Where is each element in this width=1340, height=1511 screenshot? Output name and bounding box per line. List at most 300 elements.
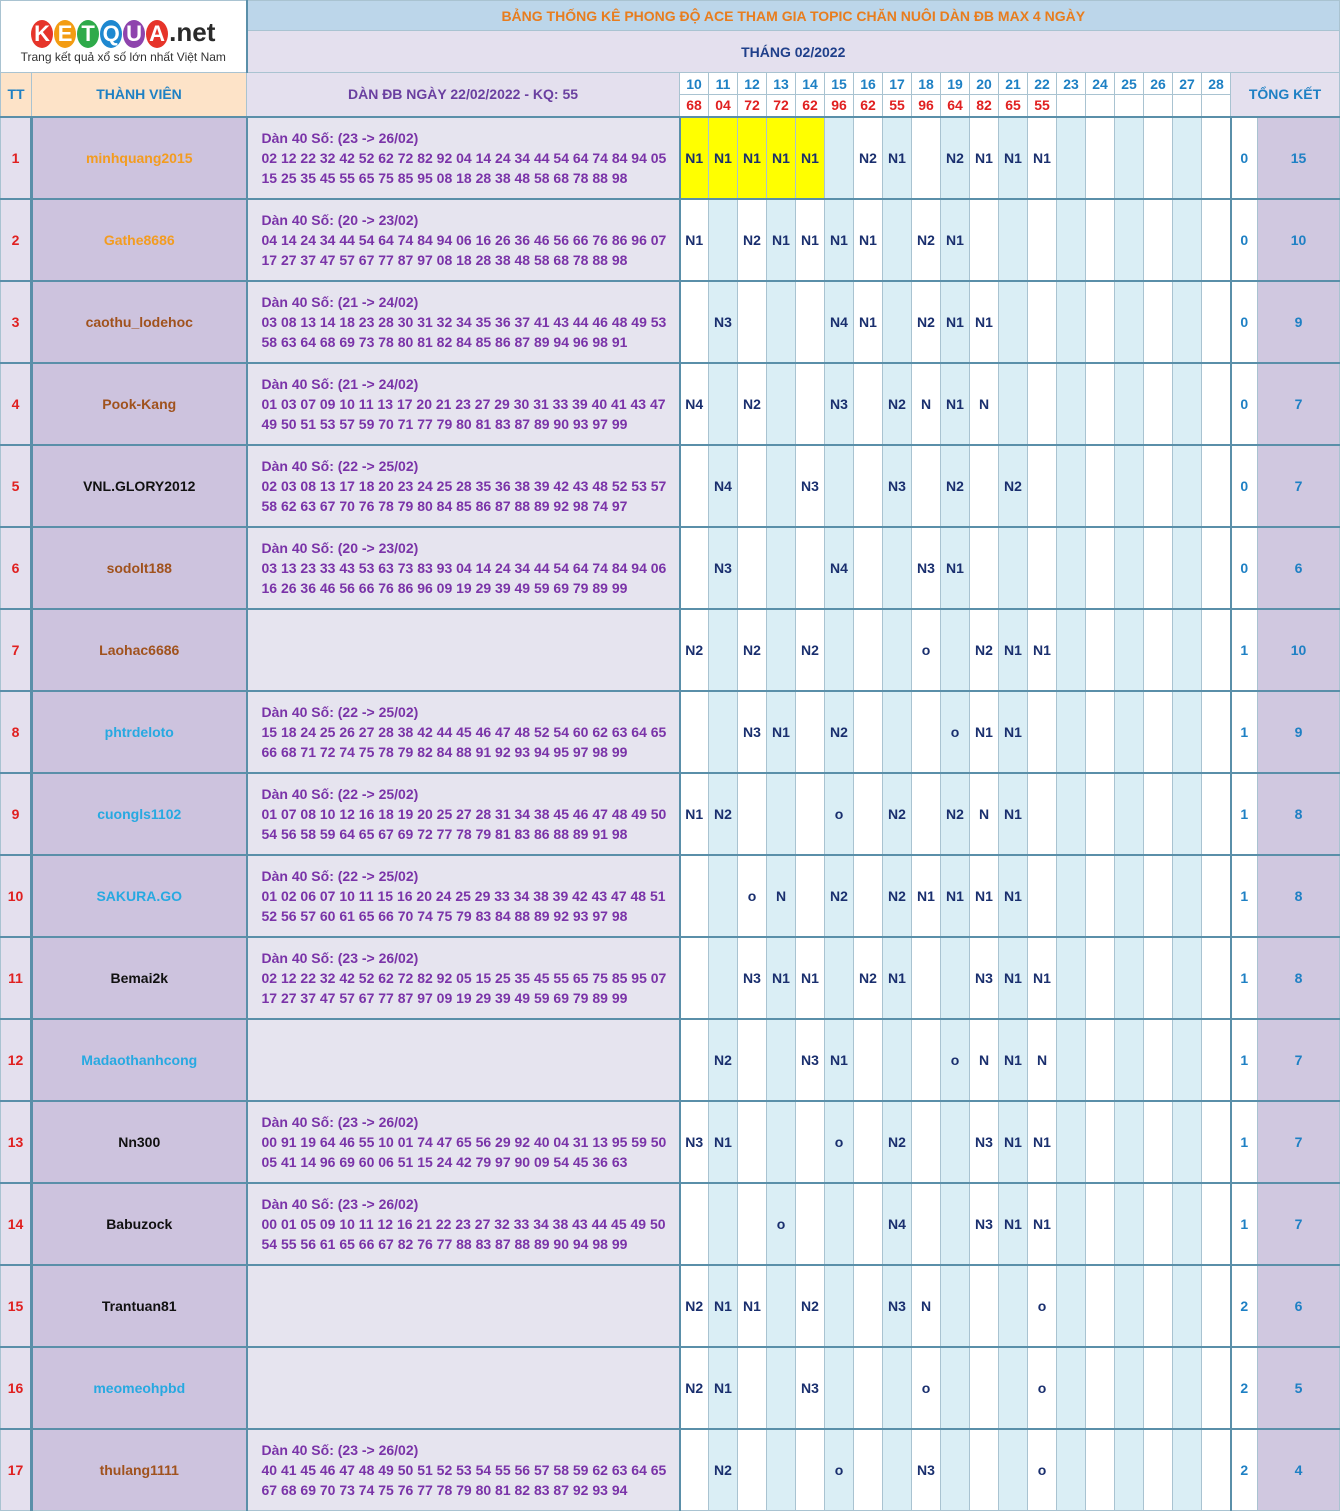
day-cell: [970, 527, 999, 609]
day-cell: [912, 937, 941, 1019]
day-cell: o: [825, 773, 854, 855]
day-cell: [1144, 527, 1173, 609]
day-cell: [738, 445, 767, 527]
member-total: 4: [1258, 1429, 1340, 1511]
dan-dan-line2: 52 56 57 60 61 65 66 70 74 75 79 83 84 88 89 92 93 97 98: [261, 907, 628, 924]
member-index: 15: [1, 1265, 32, 1347]
day-cell: [1086, 773, 1115, 855]
day-cell: N1: [767, 199, 796, 281]
day-cell: [825, 609, 854, 691]
day-cell: [1028, 527, 1057, 609]
day-cell: [738, 1019, 767, 1101]
day-cell: [912, 1019, 941, 1101]
logo-suffix: .net: [169, 16, 216, 47]
day-cell: N1: [970, 691, 999, 773]
member-row: [1, 1183, 1340, 1265]
member-name: Babuzock: [32, 1183, 247, 1265]
day-cell: [970, 445, 999, 527]
day-cell: N1: [854, 281, 883, 363]
day-cell: [796, 527, 825, 609]
member-name: cuongls1102: [32, 773, 247, 855]
member-won-count: 1: [1231, 1019, 1258, 1101]
day-26-header: 26: [1144, 73, 1173, 95]
day-cell: [1173, 281, 1202, 363]
member-name: meomeohpbd: [32, 1347, 247, 1429]
dan-dan-title: Dàn 40 Số: (22 -> 25/02): [261, 703, 419, 720]
day-cell: [709, 855, 738, 937]
dan-dan-line2: 54 56 58 59 64 65 67 69 72 77 78 79 81 83 86 88 89 91 98: [261, 825, 628, 842]
day-cell: N3: [970, 1101, 999, 1183]
day-cell: N3: [796, 1347, 825, 1429]
day-cell: N4: [883, 1183, 912, 1265]
day-22-header: 22: [1028, 73, 1057, 95]
member-row: [1, 773, 1340, 855]
col-header-member: THÀNH VIÊN: [32, 73, 247, 117]
day-cell: [970, 1347, 999, 1429]
member-won-count: 0: [1231, 445, 1258, 527]
day-cell: [1115, 199, 1144, 281]
member-row: [1, 363, 1340, 445]
member-won-count: 2: [1231, 1347, 1258, 1429]
day-cell: [767, 1265, 796, 1347]
member-won-count: 2: [1231, 1265, 1258, 1347]
member-row: [1, 117, 1340, 199]
member-dan: [247, 1019, 680, 1101]
day-cell: N3: [912, 1429, 941, 1511]
day-cell: [1028, 363, 1057, 445]
member-total: 10: [1258, 199, 1340, 281]
day-cell: N2: [883, 1101, 912, 1183]
member-index: 5: [1, 445, 32, 527]
day-cell: N2: [825, 691, 854, 773]
day-cell: [1202, 1265, 1231, 1347]
member-index: 13: [1, 1101, 32, 1183]
day-cell: [1028, 691, 1057, 773]
member-dan: [247, 281, 680, 363]
day-cell: [1028, 199, 1057, 281]
member-name: Nn300: [32, 1101, 247, 1183]
member-dan: [247, 1347, 680, 1429]
day-14-header: 14: [796, 73, 825, 95]
day-cell: N2: [680, 609, 709, 691]
dan-dan-line1: 01 03 07 09 10 11 13 17 20 21 23 27 29 30 31 33 39 40 41 43 47: [261, 395, 666, 412]
day-cell: N2: [883, 363, 912, 445]
day-cell: N2: [970, 609, 999, 691]
member-dan: [247, 1429, 680, 1511]
col-header-total: TỔNG KẾT: [1231, 73, 1340, 117]
day-cell: N1: [999, 1183, 1028, 1265]
day-cell: [1202, 773, 1231, 855]
day-cell: [912, 1183, 941, 1265]
day-cell: [1173, 1019, 1202, 1101]
dan-dan-line2: 05 41 14 96 69 60 06 51 15 24 42 79 97 90 09 54 45 36 63: [261, 1153, 628, 1170]
day-cell: N1: [970, 117, 999, 199]
day-cell: N1: [883, 937, 912, 1019]
day-cell: [1028, 855, 1057, 937]
member-index: 11: [1, 937, 32, 1019]
member-name: minhquang2015: [32, 117, 247, 199]
day-cell: [1144, 445, 1173, 527]
day-cell: [1057, 691, 1086, 773]
member-won-count: 1: [1231, 609, 1258, 691]
member-name: Trantuan81: [32, 1265, 247, 1347]
member-row: [1, 1101, 1340, 1183]
dan-dan-line2: 67 68 69 70 73 74 75 76 77 78 79 80 81 82 83 87 92 93 94: [261, 1481, 628, 1498]
member-dan: [247, 937, 680, 1019]
day-cell: [1057, 1101, 1086, 1183]
day-cell: N2: [796, 609, 825, 691]
day-cell: [796, 1429, 825, 1511]
member-total: 8: [1258, 937, 1340, 1019]
day-cell: N4: [680, 363, 709, 445]
day-cell: [767, 527, 796, 609]
day-cell: [767, 1347, 796, 1429]
day-cell: [796, 281, 825, 363]
day-cell: [883, 1429, 912, 1511]
day-cell: [883, 199, 912, 281]
day-cell: N3: [883, 445, 912, 527]
dan-dan-line2: 58 62 63 67 70 76 78 79 80 84 85 86 87 88 89 92 98 74 97: [261, 497, 628, 514]
member-total: 10: [1258, 609, 1340, 691]
day-cell: N1: [970, 281, 999, 363]
day-cell: [1144, 199, 1173, 281]
day-cell: N3: [970, 1183, 999, 1265]
day-cell: N1: [883, 117, 912, 199]
day-cell: [1144, 1019, 1173, 1101]
day-cell: [1115, 281, 1144, 363]
day-result: 04: [709, 95, 738, 117]
member-index: 2: [1, 199, 32, 281]
day-cell: N2: [796, 1265, 825, 1347]
day-cell: N3: [825, 363, 854, 445]
day-cell: N: [970, 363, 999, 445]
day-cell: [738, 1183, 767, 1265]
day-cell: [1057, 1183, 1086, 1265]
day-cell: [1057, 937, 1086, 1019]
member-name: VNL.GLORY2012: [32, 445, 247, 527]
day-cell: [1086, 609, 1115, 691]
member-total: 6: [1258, 1265, 1340, 1347]
day-cell: [709, 691, 738, 773]
day-cell: [680, 445, 709, 527]
member-name: Gathe8686: [32, 199, 247, 281]
dan-dan-line2: 17 27 37 47 57 67 77 87 97 08 18 28 38 48 58 68 78 88 98: [261, 251, 628, 268]
day-cell: N1: [738, 1265, 767, 1347]
day-cell: [912, 1101, 941, 1183]
member-dan: [247, 773, 680, 855]
member-row: [1, 1347, 1340, 1429]
ketqua-logo: [1, 16, 246, 48]
day-cell: [1202, 527, 1231, 609]
day-cell: [1144, 937, 1173, 1019]
dan-dan-title: Dàn 40 Số: (23 -> 26/02): [261, 1441, 419, 1458]
day-cell: N1: [796, 199, 825, 281]
day-cell: [738, 1347, 767, 1429]
day-cell: [1144, 117, 1173, 199]
day-cell: [941, 1265, 970, 1347]
day-cell: [1057, 445, 1086, 527]
dan-dan-line2: 49 50 51 53 57 59 70 71 77 79 80 81 83 87 89 90 93 97 99: [261, 415, 628, 432]
dan-dan-title: Dàn 40 Số: (22 -> 25/02): [261, 867, 419, 884]
day-cell: o: [825, 1429, 854, 1511]
member-won-count: 1: [1231, 937, 1258, 1019]
dan-dan-title: Dàn 40 Số: (20 -> 23/02): [261, 211, 419, 228]
day-cell: N3: [738, 937, 767, 1019]
member-won-count: 1: [1231, 1183, 1258, 1265]
day-cell: N2: [912, 281, 941, 363]
day-cell: [1115, 1265, 1144, 1347]
member-total: 7: [1258, 1019, 1340, 1101]
day-cell: N4: [825, 527, 854, 609]
day-cell: [1173, 773, 1202, 855]
member-total: 7: [1258, 1183, 1340, 1265]
day-cell: [1086, 1019, 1115, 1101]
day-cell: N1: [767, 937, 796, 1019]
dan-dan-line1: 02 03 08 13 17 18 20 23 24 25 28 35 36 38 39 42 43 48 52 53 57: [261, 477, 667, 494]
day-cell: [941, 1429, 970, 1511]
day-cell: [912, 117, 941, 199]
day-cell: [767, 281, 796, 363]
day-cell: [999, 281, 1028, 363]
day-cell: N1: [680, 773, 709, 855]
day-cell: [854, 1183, 883, 1265]
day-cell: [1115, 937, 1144, 1019]
day-cell: [1086, 527, 1115, 609]
day-cell: [825, 117, 854, 199]
day-cell: [1057, 1347, 1086, 1429]
member-dan: [247, 199, 680, 281]
day-cell: N1: [796, 937, 825, 1019]
day-cell: [1202, 363, 1231, 445]
member-total: 15: [1258, 117, 1340, 199]
day-cell: [1144, 1265, 1173, 1347]
day-cell: N1: [999, 691, 1028, 773]
day-cell: [796, 1101, 825, 1183]
day-result: 96: [912, 95, 941, 117]
day-cell: [738, 1101, 767, 1183]
day-cell: [767, 1429, 796, 1511]
day-cell: N2: [999, 445, 1028, 527]
day-cell: [854, 527, 883, 609]
day-cell: [854, 691, 883, 773]
day-cell: [1057, 1019, 1086, 1101]
member-name: sodolt188: [32, 527, 247, 609]
day-cell: [1173, 691, 1202, 773]
day-cell: N1: [941, 363, 970, 445]
col-header-tt: TT: [1, 73, 32, 117]
day-result: [1115, 95, 1144, 117]
day-20-header: 20: [970, 73, 999, 95]
day-cell: [796, 1183, 825, 1265]
member-dan: [247, 1183, 680, 1265]
member-total: 9: [1258, 281, 1340, 363]
day-cell: [999, 363, 1028, 445]
day-cell: N1: [738, 117, 767, 199]
day-cell: [1202, 855, 1231, 937]
day-cell: o: [912, 1347, 941, 1429]
member-won-count: 0: [1231, 199, 1258, 281]
day-cell: [1202, 1429, 1231, 1511]
member-index: 1: [1, 117, 32, 199]
member-won-count: 1: [1231, 691, 1258, 773]
day-cell: [709, 937, 738, 1019]
title-row: [1, 1, 1340, 31]
day-cell: [1086, 691, 1115, 773]
day-cell: N1: [999, 855, 1028, 937]
day-cell: [1202, 1101, 1231, 1183]
dan-dan-line2: 66 68 71 72 74 75 78 79 82 84 88 91 92 93 94 95 97 98 99: [261, 743, 628, 760]
member-total: 7: [1258, 363, 1340, 445]
dan-dan-line2: 58 63 64 68 69 73 78 80 81 82 84 85 86 87 89 94 96 98 91: [261, 333, 628, 350]
day-19-header: 19: [941, 73, 970, 95]
day-cell: N3: [738, 691, 767, 773]
day-cell: [1115, 609, 1144, 691]
day-cell: [1173, 855, 1202, 937]
dan-dan-title: Dàn 40 Số: (23 -> 26/02): [261, 949, 419, 966]
day-cell: [883, 1347, 912, 1429]
day-cell: N3: [912, 527, 941, 609]
member-row: [1, 281, 1340, 363]
day-cell: N1: [796, 117, 825, 199]
dan-dan-line1: 00 01 05 09 10 11 12 16 21 22 23 27 32 33 34 38 43 44 45 49 50: [261, 1215, 666, 1232]
day-cell: N1: [941, 281, 970, 363]
member-index: 17: [1, 1429, 32, 1511]
member-won-count: 0: [1231, 363, 1258, 445]
day-cell: o: [1028, 1347, 1057, 1429]
day-11-header: 11: [709, 73, 738, 95]
day-cell: [1086, 937, 1115, 1019]
day-cell: [854, 1265, 883, 1347]
day-cell: [941, 1101, 970, 1183]
dan-dan-title: Dàn 40 Số: (22 -> 25/02): [261, 457, 419, 474]
member-name: Laohac6686: [32, 609, 247, 691]
day-cell: N1: [941, 199, 970, 281]
day-cell: [854, 445, 883, 527]
day-cell: [883, 691, 912, 773]
day-cell: [825, 1183, 854, 1265]
member-won-count: 0: [1231, 117, 1258, 199]
day-cell: N2: [941, 445, 970, 527]
day-cell: [854, 1347, 883, 1429]
day-result: [1202, 95, 1231, 117]
day-cell: N1: [1028, 1101, 1057, 1183]
day-result: 72: [738, 95, 767, 117]
day-cell: N2: [709, 773, 738, 855]
day-cell: [1144, 363, 1173, 445]
day-cell: [1202, 1347, 1231, 1429]
day-cell: [883, 281, 912, 363]
day-result: 65: [999, 95, 1028, 117]
dan-dan-line1: 15 18 24 25 26 27 28 38 42 44 45 46 47 48 52 54 60 62 63 64 65: [261, 723, 667, 740]
day-cell: N2: [680, 1265, 709, 1347]
day-15-header: 15: [825, 73, 854, 95]
day-cell: [738, 1429, 767, 1511]
day-cell: [680, 1429, 709, 1511]
member-total: 6: [1258, 527, 1340, 609]
day-10-header: 10: [680, 73, 709, 95]
day-cell: N1: [854, 199, 883, 281]
day-cell: [941, 1183, 970, 1265]
day-cell: N1: [999, 1101, 1028, 1183]
day-cell: o: [1028, 1265, 1057, 1347]
day-cell: [883, 609, 912, 691]
day-cell: [1202, 281, 1231, 363]
day-cell: [1173, 1347, 1202, 1429]
member-name: Bemai2k: [32, 937, 247, 1019]
dan-dan-line1: 40 41 45 46 47 48 49 50 51 52 53 54 55 56 57 58 59 62 63 64 65: [261, 1461, 667, 1478]
dan-dan-title: Dàn 40 Số: (21 -> 24/02): [261, 375, 419, 392]
dan-dan-line1: 02 12 22 32 42 52 62 72 82 92 04 14 24 34 44 54 64 74 84 94 05: [261, 149, 667, 166]
day-cell: [825, 445, 854, 527]
day-cell: [1115, 1347, 1144, 1429]
day-cell: [738, 773, 767, 855]
member-won-count: 1: [1231, 1101, 1258, 1183]
day-cell: N1: [999, 117, 1028, 199]
day-cell: [1086, 1101, 1115, 1183]
day-cell: [767, 773, 796, 855]
day-cell: [999, 527, 1028, 609]
member-dan: [247, 445, 680, 527]
day-cell: [1115, 1101, 1144, 1183]
member-row: [1, 1019, 1340, 1101]
day-cell: N2: [941, 773, 970, 855]
logo-tagline: Trang kết quả xổ số lớn nhất Việt Nam: [20, 49, 226, 64]
day-cell: [1057, 281, 1086, 363]
day-result: [1144, 95, 1173, 117]
day-cell: [680, 691, 709, 773]
day-cell: N1: [825, 1019, 854, 1101]
day-cell: [1173, 527, 1202, 609]
member-index: 10: [1, 855, 32, 937]
member-row: [1, 1265, 1340, 1347]
day-cell: [1057, 855, 1086, 937]
day-cell: [1202, 609, 1231, 691]
member-dan: [247, 1101, 680, 1183]
day-cell: N1: [1028, 609, 1057, 691]
day-cell: [1057, 609, 1086, 691]
day-cell: [1086, 1183, 1115, 1265]
day-cell: N3: [709, 281, 738, 363]
day-cell: N: [970, 773, 999, 855]
member-index: 6: [1, 527, 32, 609]
day-cell: [970, 1265, 999, 1347]
day-result: 55: [1028, 95, 1057, 117]
dan-dan-title: Dàn 40 Số: (23 -> 26/02): [261, 1113, 419, 1130]
day-cell: N2: [738, 363, 767, 445]
sheet-title: BẢNG THỐNG KÊ PHONG ĐỘ ACE THAM GIA TOPIC CHĂN NUÔI DÀN ĐB MAX 4 NGÀY: [247, 1, 1340, 31]
day-cell: N1: [709, 117, 738, 199]
day-cell: [941, 1347, 970, 1429]
dan-dan-line1: 01 07 08 10 12 16 18 19 20 25 27 28 31 34 38 45 46 47 48 49 50: [261, 805, 667, 822]
dan-dan-title: Dàn 40 Số: (20 -> 23/02): [261, 539, 419, 556]
day-cell: N1: [680, 199, 709, 281]
day-25-header: 25: [1115, 73, 1144, 95]
day-cell: [709, 199, 738, 281]
day-cell: [1202, 1019, 1231, 1101]
day-cell: [1202, 937, 1231, 1019]
member-dan: [247, 117, 680, 199]
day-cell: [796, 855, 825, 937]
day-cell: N2: [883, 773, 912, 855]
day-cell: [912, 773, 941, 855]
day-cell: [767, 1019, 796, 1101]
day-cell: N3: [883, 1265, 912, 1347]
day-cell: [1086, 117, 1115, 199]
dan-dan-line2: 17 27 37 47 57 67 77 87 97 09 19 29 39 49 59 69 79 89 99: [261, 989, 628, 1006]
day-cell: [1202, 1183, 1231, 1265]
day-cell: N1: [970, 855, 999, 937]
day-cell: [796, 691, 825, 773]
